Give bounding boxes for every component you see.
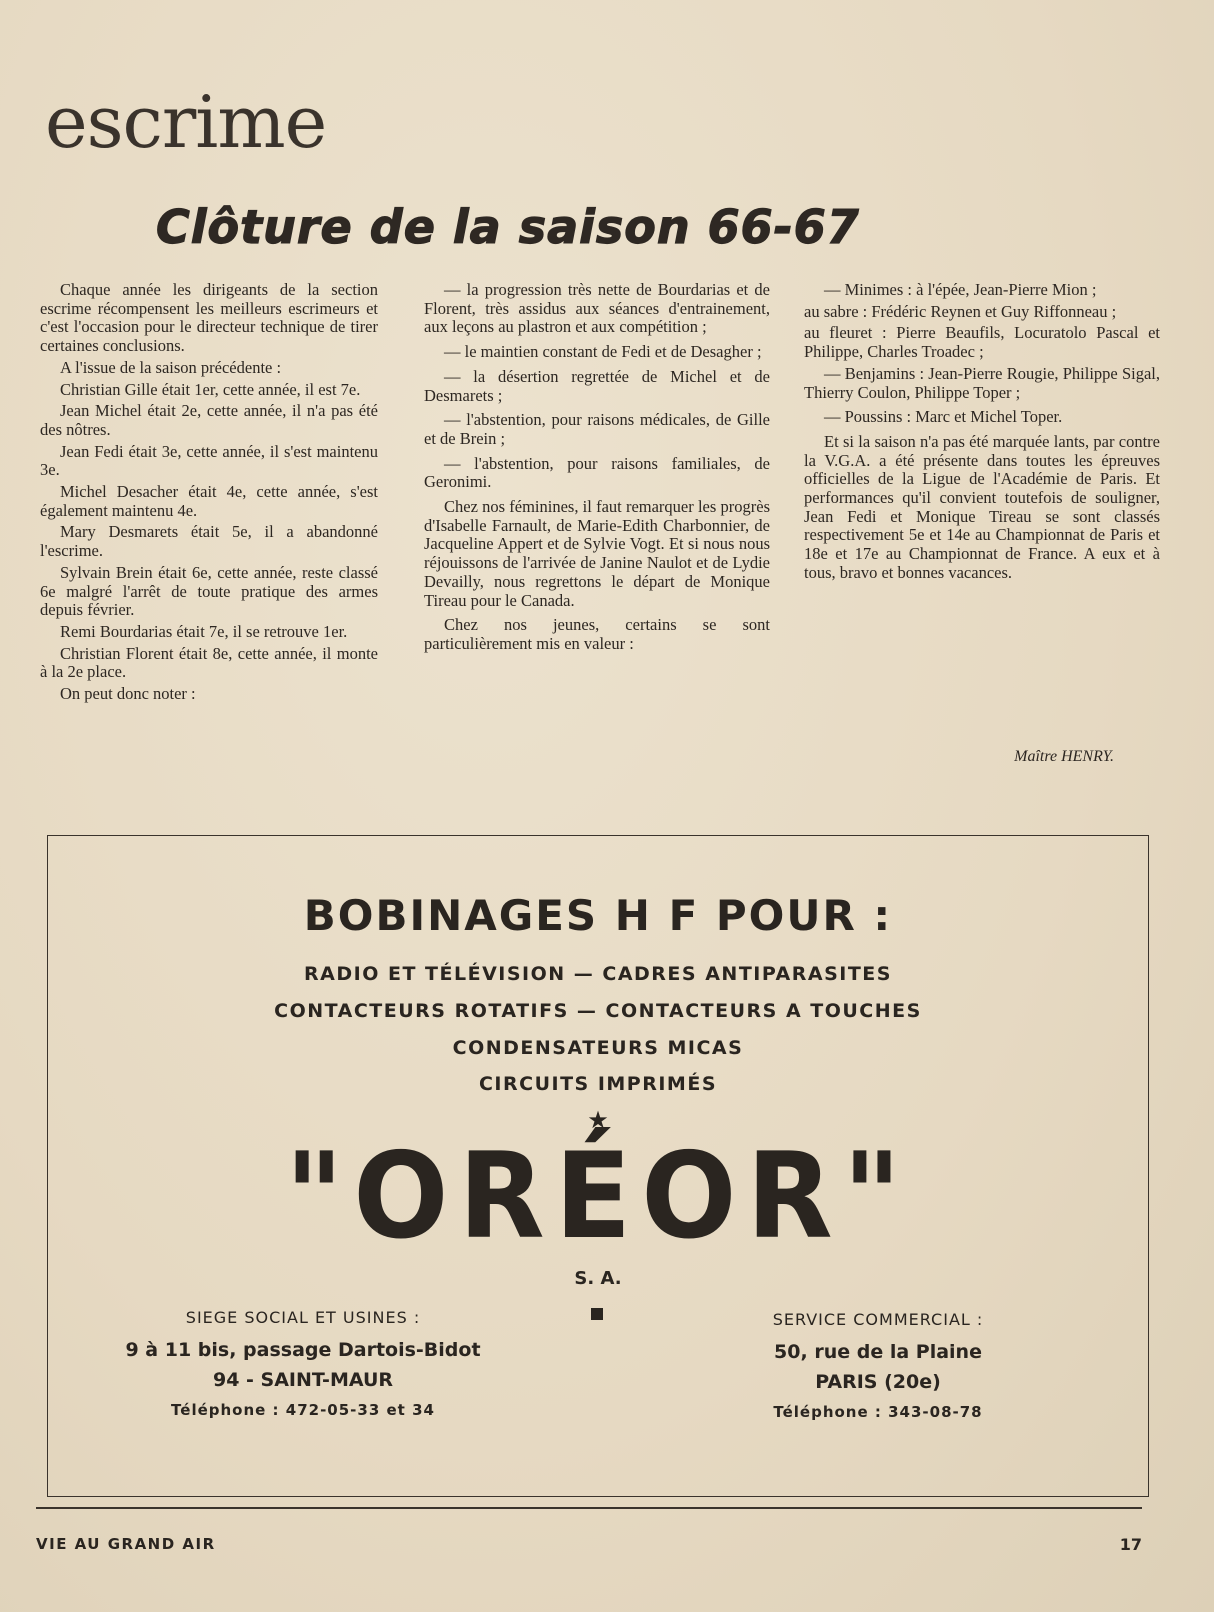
page-number: 17 — [1119, 1535, 1142, 1554]
paragraph: Chez nos jeunes, certains se sont particulièrement mis en valeur : — [424, 615, 770, 653]
publication-name: VIE AU GRAND AIR — [36, 1535, 216, 1553]
paragraph: Sylvain Brein était 6e, cette année, reste classé 6e malgré l'arrêt de toute pratique des armes depuis février. — [40, 562, 378, 620]
article-headline: Clôture de la saison 66-67 — [156, 200, 860, 254]
paragraph: au fleuret : Pierre Beaufils, Locuratolo Pascal et Philippe, Charles Troadec ; — [804, 323, 1160, 362]
paragraph: — le maintien constant de Fedi et de Desagher ; — [444, 342, 762, 362]
ad-headline: BOBINAGES H F POUR : — [303, 891, 893, 940]
head-office-address — [123, 1308, 483, 1419]
address-city: 94 - SAINT-MAUR — [212, 1369, 394, 1391]
footer-divider — [36, 1507, 1142, 1509]
paragraph: Jean Michel était 2e, cette année, il n'a pas été des nôtres. — [40, 401, 378, 439]
brand-name: "ORÉOR" — [284, 1128, 912, 1266]
paragraph: On peut donc noter : — [60, 684, 196, 704]
paragraph: — Minimes : à l'épée, Jean-Pierre Mion ; — [824, 280, 1097, 299]
advertisement — [47, 835, 1149, 1497]
paragraph: — l'abstention, pour raisons médicales, de Gille et de Brein ; — [424, 410, 770, 448]
address-label: SERVICE COMMERCIAL : — [772, 1310, 984, 1329]
ad-line: CIRCUITS IMPRIMÉS — [478, 1073, 718, 1095]
paragraph: — la progression très nette de Bourdarias et de Florent, très assidus aux séances d'entrainement, aux leçons au plastron et aux compétition ; — [424, 280, 770, 337]
brand-suffix: S. A. — [574, 1268, 622, 1289]
paragraph: — la désertion regrettée de Michel et de Desmarets ; — [424, 366, 770, 405]
square-bullet-icon — [591, 1308, 603, 1320]
paragraph: Et si la saison n'a pas été marquée lants, par contre la V.G.A. a été présente dans toutes les épreuves officielles de la Ligue de l'Académie de Paris. Et performances qu'il convient toutefois de souligner, Jean Fedi et Monique Tireau se sont classés respectivement 5e et 14e au Championnat de Paris et 18e et 17e au Championnat de France. A eux et à tous, bravo et bonnes vacances. — [804, 431, 1160, 582]
paragraph: Mary Desmarets était 5e, il a abandonné l'escrime. — [40, 522, 378, 561]
article-column-2 — [424, 281, 770, 660]
paragraph: — Benjamins : Jean-Pierre Rougie, Philippe Sigal, Thierry Coulon, Philippe Toper ; — [804, 363, 1160, 402]
paragraph: Christian Florent était 8e, cette année, il monte à la 2e place. — [40, 643, 378, 682]
address-phone: Téléphone : 343-08-78 — [773, 1403, 983, 1421]
paragraph: Chez nos féminines, il faut remarquer les progrès d'Isabelle Farnault, de Marie-Edith Charbonnier, de Jacqueline Appert et de Sylvie Vogt. Et si nous nous réjouissons de l'arrivée de Janine Naulot et de Lydie Devailly, nous regrettons le départ de Monique Tireau pour le Canada. — [424, 497, 770, 610]
address-street: 50, rue de la Plaine — [774, 1341, 982, 1363]
ad-line: RADIO ET TÉLÉVISION — CADRES ANTIPARASITES — [304, 963, 892, 985]
paragraph: — l'abstention, pour raisons familiales, de Geronimi. — [424, 453, 770, 492]
ad-line: CONTACTEURS ROTATIFS — CONTACTEURS A TOUCHES — [274, 1000, 922, 1022]
paragraph: Jean Fedi était 3e, cette année, il s'est maintenu 3e. — [40, 441, 378, 480]
article-column-1 — [40, 281, 378, 707]
paragraph: Chaque année les dirigeants de la section escrime récompensent les meilleurs escrimeurs et c'est l'occasion pour le directeur technique de tirer certaines conclusions. — [40, 280, 378, 356]
address-phone: Téléphone : 472-05-33 et 34 — [171, 1401, 435, 1419]
author-signature: Maître HENRY. — [1014, 748, 1114, 765]
paragraph: Michel Desacher était 4e, cette année, s'est également maintenu 4e. — [40, 482, 378, 520]
address-city: PARIS (20e) — [815, 1371, 941, 1393]
paragraph: Remi Bourdarias était 7e, il se retrouve 1er. — [60, 621, 348, 641]
paragraph: au sabre : Frédéric Reynen et Guy Riffonneau ; — [804, 301, 1117, 321]
paragraph: Christian Gille était 1er, cette année, il est 7e. — [60, 379, 361, 399]
paragraph: — Poussins : Marc et Michel Toper. — [824, 407, 1063, 427]
commercial-address — [698, 1310, 1058, 1421]
address-label: SIEGE SOCIAL ET USINES : — [185, 1308, 421, 1327]
paragraph: A l'issue de la saison précédente : — [60, 357, 282, 377]
address-street: 9 à 11 bis, passage Dartois-Bidot — [125, 1339, 481, 1361]
article-column-3 — [804, 281, 1160, 586]
star-icon: ★ — [587, 1108, 609, 1134]
section-title: escrime — [45, 80, 327, 164]
ad-line: CONDENSATEURS MICAS — [452, 1037, 744, 1059]
